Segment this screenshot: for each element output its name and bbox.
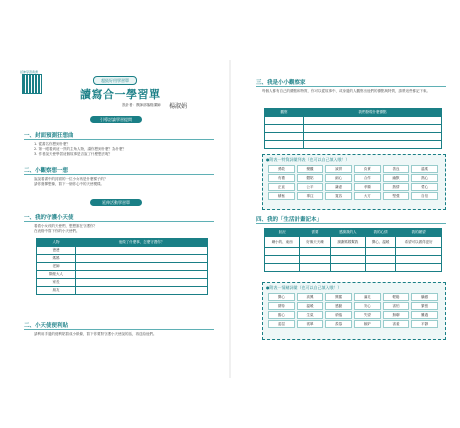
answer-cell[interactable] [396, 264, 442, 272]
word-chip: 溫暖 [297, 302, 324, 310]
word-chip: 害羞 [383, 320, 410, 328]
divider [24, 139, 214, 140]
table-cell: 家長 [37, 279, 76, 287]
answer-cell[interactable] [265, 117, 304, 125]
word-chip: 幽默 [383, 174, 410, 182]
byline-name: 楊淑娟 [169, 103, 188, 110]
divider [24, 174, 214, 175]
divider [256, 223, 446, 224]
answer-cell[interactable] [76, 271, 208, 279]
word-chip: 害怕 [383, 302, 410, 310]
answer-cell[interactable] [76, 255, 208, 263]
table-cell: 練小的、東西 [265, 237, 300, 248]
word-chip: 善良 [383, 165, 410, 173]
book-spine [229, 60, 231, 378]
word-chip: 生氣 [297, 311, 324, 319]
plan-table [264, 228, 442, 272]
word-chip: 滿足 [354, 293, 381, 301]
answer-cell[interactable] [304, 125, 442, 133]
answer-cell[interactable] [300, 248, 330, 256]
word-chip: 堅強 [383, 192, 410, 200]
table-header: 我們發現什麼優點 [304, 109, 442, 117]
word-chip: 體貼 [297, 174, 324, 182]
table-header: 觀察 [265, 109, 304, 117]
section-pill-activity: 延伸活動學習單 [90, 199, 142, 206]
answer-cell[interactable] [265, 256, 300, 264]
answer-cell[interactable] [265, 264, 300, 272]
question-line: 1. 從書名你想到什麼？ [34, 142, 70, 146]
question-line: 請你發揮想像，寫下一個你心中的天使模樣。 [34, 182, 104, 186]
trait-word-grid [268, 165, 438, 200]
word-chip: 驕傲 [411, 293, 438, 301]
section-heading-plan: 四、我的「生活計畫記本」 [256, 217, 323, 223]
word-chip: 熱情 [383, 183, 410, 191]
word-chip: 興奮 [325, 293, 352, 301]
word-chip: 孝順 [354, 183, 381, 191]
word-chip: 有禮 [268, 174, 295, 182]
answer-cell[interactable] [76, 279, 208, 287]
answer-cell[interactable] [366, 256, 396, 264]
answer-cell[interactable] [304, 133, 442, 141]
table-cell: 開心、溫暖 [366, 237, 396, 248]
answer-cell[interactable] [366, 248, 396, 256]
word-chip: 謙虛 [325, 183, 352, 191]
answer-cell[interactable] [265, 125, 304, 133]
table-cell: 朋友 [37, 287, 76, 295]
word-chip: 煩惱 [325, 311, 352, 319]
word-chip: 專注 [297, 192, 324, 200]
table-header: 人物 [37, 239, 76, 247]
section-heading-observer: 三、我是小小觀察家 [256, 80, 306, 86]
word-chip: 孤單 [297, 320, 324, 328]
word-chip: 負責 [354, 165, 381, 173]
word-chip: 愛心 [411, 183, 438, 191]
emotion-word-grid [268, 293, 438, 328]
table-cell: 希望可以做得更好 [396, 237, 442, 248]
qr-label: 延伸學習資源 [20, 70, 39, 74]
header-badge: 超級好用學習單 [93, 76, 137, 85]
word-chip: 委屈 [268, 320, 295, 328]
answer-cell[interactable] [304, 117, 442, 125]
answer-cell[interactable] [330, 264, 365, 272]
word-chip: 高興 [297, 293, 324, 301]
table-cell: 老師 [37, 263, 76, 271]
table-header: 我的心情 [366, 229, 396, 237]
instruction-text [34, 224, 209, 234]
answer-cell[interactable] [330, 248, 365, 256]
page-title: 讀寫合一學習單 [80, 88, 161, 101]
emotion-box-title: ●附表－情緒詞彙（也可以自己填入哦！） [266, 285, 342, 290]
word-chip: 嫉妒 [354, 320, 381, 328]
trait-box-title: ●附表－特質詞彙列表（也可以自己填入哦！） [266, 157, 350, 162]
table-cell: 爸爸 [37, 247, 76, 255]
table-header: 感謝我的人 [330, 229, 365, 237]
divider [24, 329, 214, 330]
table-header: 狀況 [265, 229, 300, 237]
question-list-2 [34, 177, 209, 187]
answer-cell[interactable] [304, 141, 442, 149]
section-pill-discussion: 引導討論學習提問 [90, 116, 142, 123]
word-chip: 寬容 [325, 192, 352, 200]
word-chip: 溫柔 [411, 165, 438, 173]
section-heading-observe: 二、小觀察想一想 [24, 168, 69, 174]
word-chip: 細心 [325, 174, 352, 182]
answer-cell[interactable] [76, 287, 208, 295]
table-header: 他做了什麼事，怎麼守護你？ [76, 239, 208, 247]
section-heading-angel: 一、我的守護小天使 [24, 215, 74, 221]
instruction-text: 請利用手邊的便利貼寫成小紙條，寫下你要對守護小天使說的話，再送給他們。 [34, 332, 157, 336]
guardian-table [36, 238, 208, 295]
word-chip: 樂觀 [297, 165, 324, 173]
answer-cell[interactable] [396, 248, 442, 256]
word-chip: 誠實 [325, 165, 352, 173]
question-line: 說說看書中的封面的一位小女孩是什麼樣子的？ [34, 177, 108, 181]
word-chip: 難過 [411, 311, 438, 319]
word-chip: 正直 [268, 183, 295, 191]
instruction-text: 每個人都有自己的優點和特質，你可以從故事中、或身邊的人觀察出他們的優點與特質，請將這些都記下來。 [262, 89, 430, 93]
qr-code-icon [22, 74, 42, 94]
instruction-line: 在表格中寫下你的小天使們。 [34, 229, 80, 233]
word-chip: 開心 [268, 293, 295, 301]
word-chip: 大方 [354, 192, 381, 200]
word-chip: 無聊 [383, 311, 410, 319]
question-list-1 [34, 142, 204, 157]
table-cell: 謝謝媽媽幫我 [330, 237, 365, 248]
byline-label: 設計者：教師部落格講師 [122, 103, 161, 107]
answer-cell[interactable] [265, 141, 304, 149]
word-chip: 羨慕 [325, 320, 352, 328]
divider [24, 221, 214, 222]
answer-cell[interactable] [76, 263, 208, 271]
word-chip: 失望 [354, 311, 381, 319]
answer-cell[interactable] [366, 264, 396, 272]
section-heading-sticky: 二、小天使便利貼 [24, 323, 69, 329]
word-chip: 積極 [268, 192, 295, 200]
table-cell: 隔壁大人 [37, 271, 76, 279]
table-header: 需要 [300, 229, 330, 237]
answer-cell[interactable] [330, 256, 365, 264]
table-cell: 媽媽 [37, 255, 76, 263]
table-header: 我的願望 [396, 229, 442, 237]
word-chip: 期待 [268, 302, 295, 310]
word-chip: 感動 [325, 302, 352, 310]
question-line: 3. 作者說天使學習這個故事是否說了什麼想法呢？ [34, 152, 112, 156]
word-chip: 安心 [354, 302, 381, 310]
answer-cell[interactable] [300, 256, 330, 264]
word-chip: 公平 [297, 183, 324, 191]
answer-cell[interactable] [396, 256, 442, 264]
word-chip: 熱心 [411, 174, 438, 182]
word-chip: 自信 [411, 192, 438, 200]
word-chip: 平靜 [411, 320, 438, 328]
word-chip: 緊張 [411, 302, 438, 310]
word-chip: 合作 [354, 174, 381, 182]
word-chip: 勇敢 [268, 165, 295, 173]
section-heading-cover: 一、封面預測狂想曲 [24, 133, 74, 139]
answer-cell[interactable] [265, 248, 300, 256]
table-cell: 好像天天練 [300, 237, 330, 248]
answer-cell[interactable] [265, 133, 304, 141]
answer-cell[interactable] [76, 247, 208, 255]
question-line: 2. 第一眼看到這一頁的主角人物，讓你想到什麼？為什麼？ [34, 147, 126, 151]
observation-table [264, 108, 442, 149]
divider [256, 86, 446, 87]
answer-cell[interactable] [300, 264, 330, 272]
instruction-line: 看看小女孩的天使們，想想誰在守護你？ [34, 224, 97, 228]
word-chip: 輕鬆 [383, 293, 410, 301]
word-chip: 擔心 [268, 311, 295, 319]
